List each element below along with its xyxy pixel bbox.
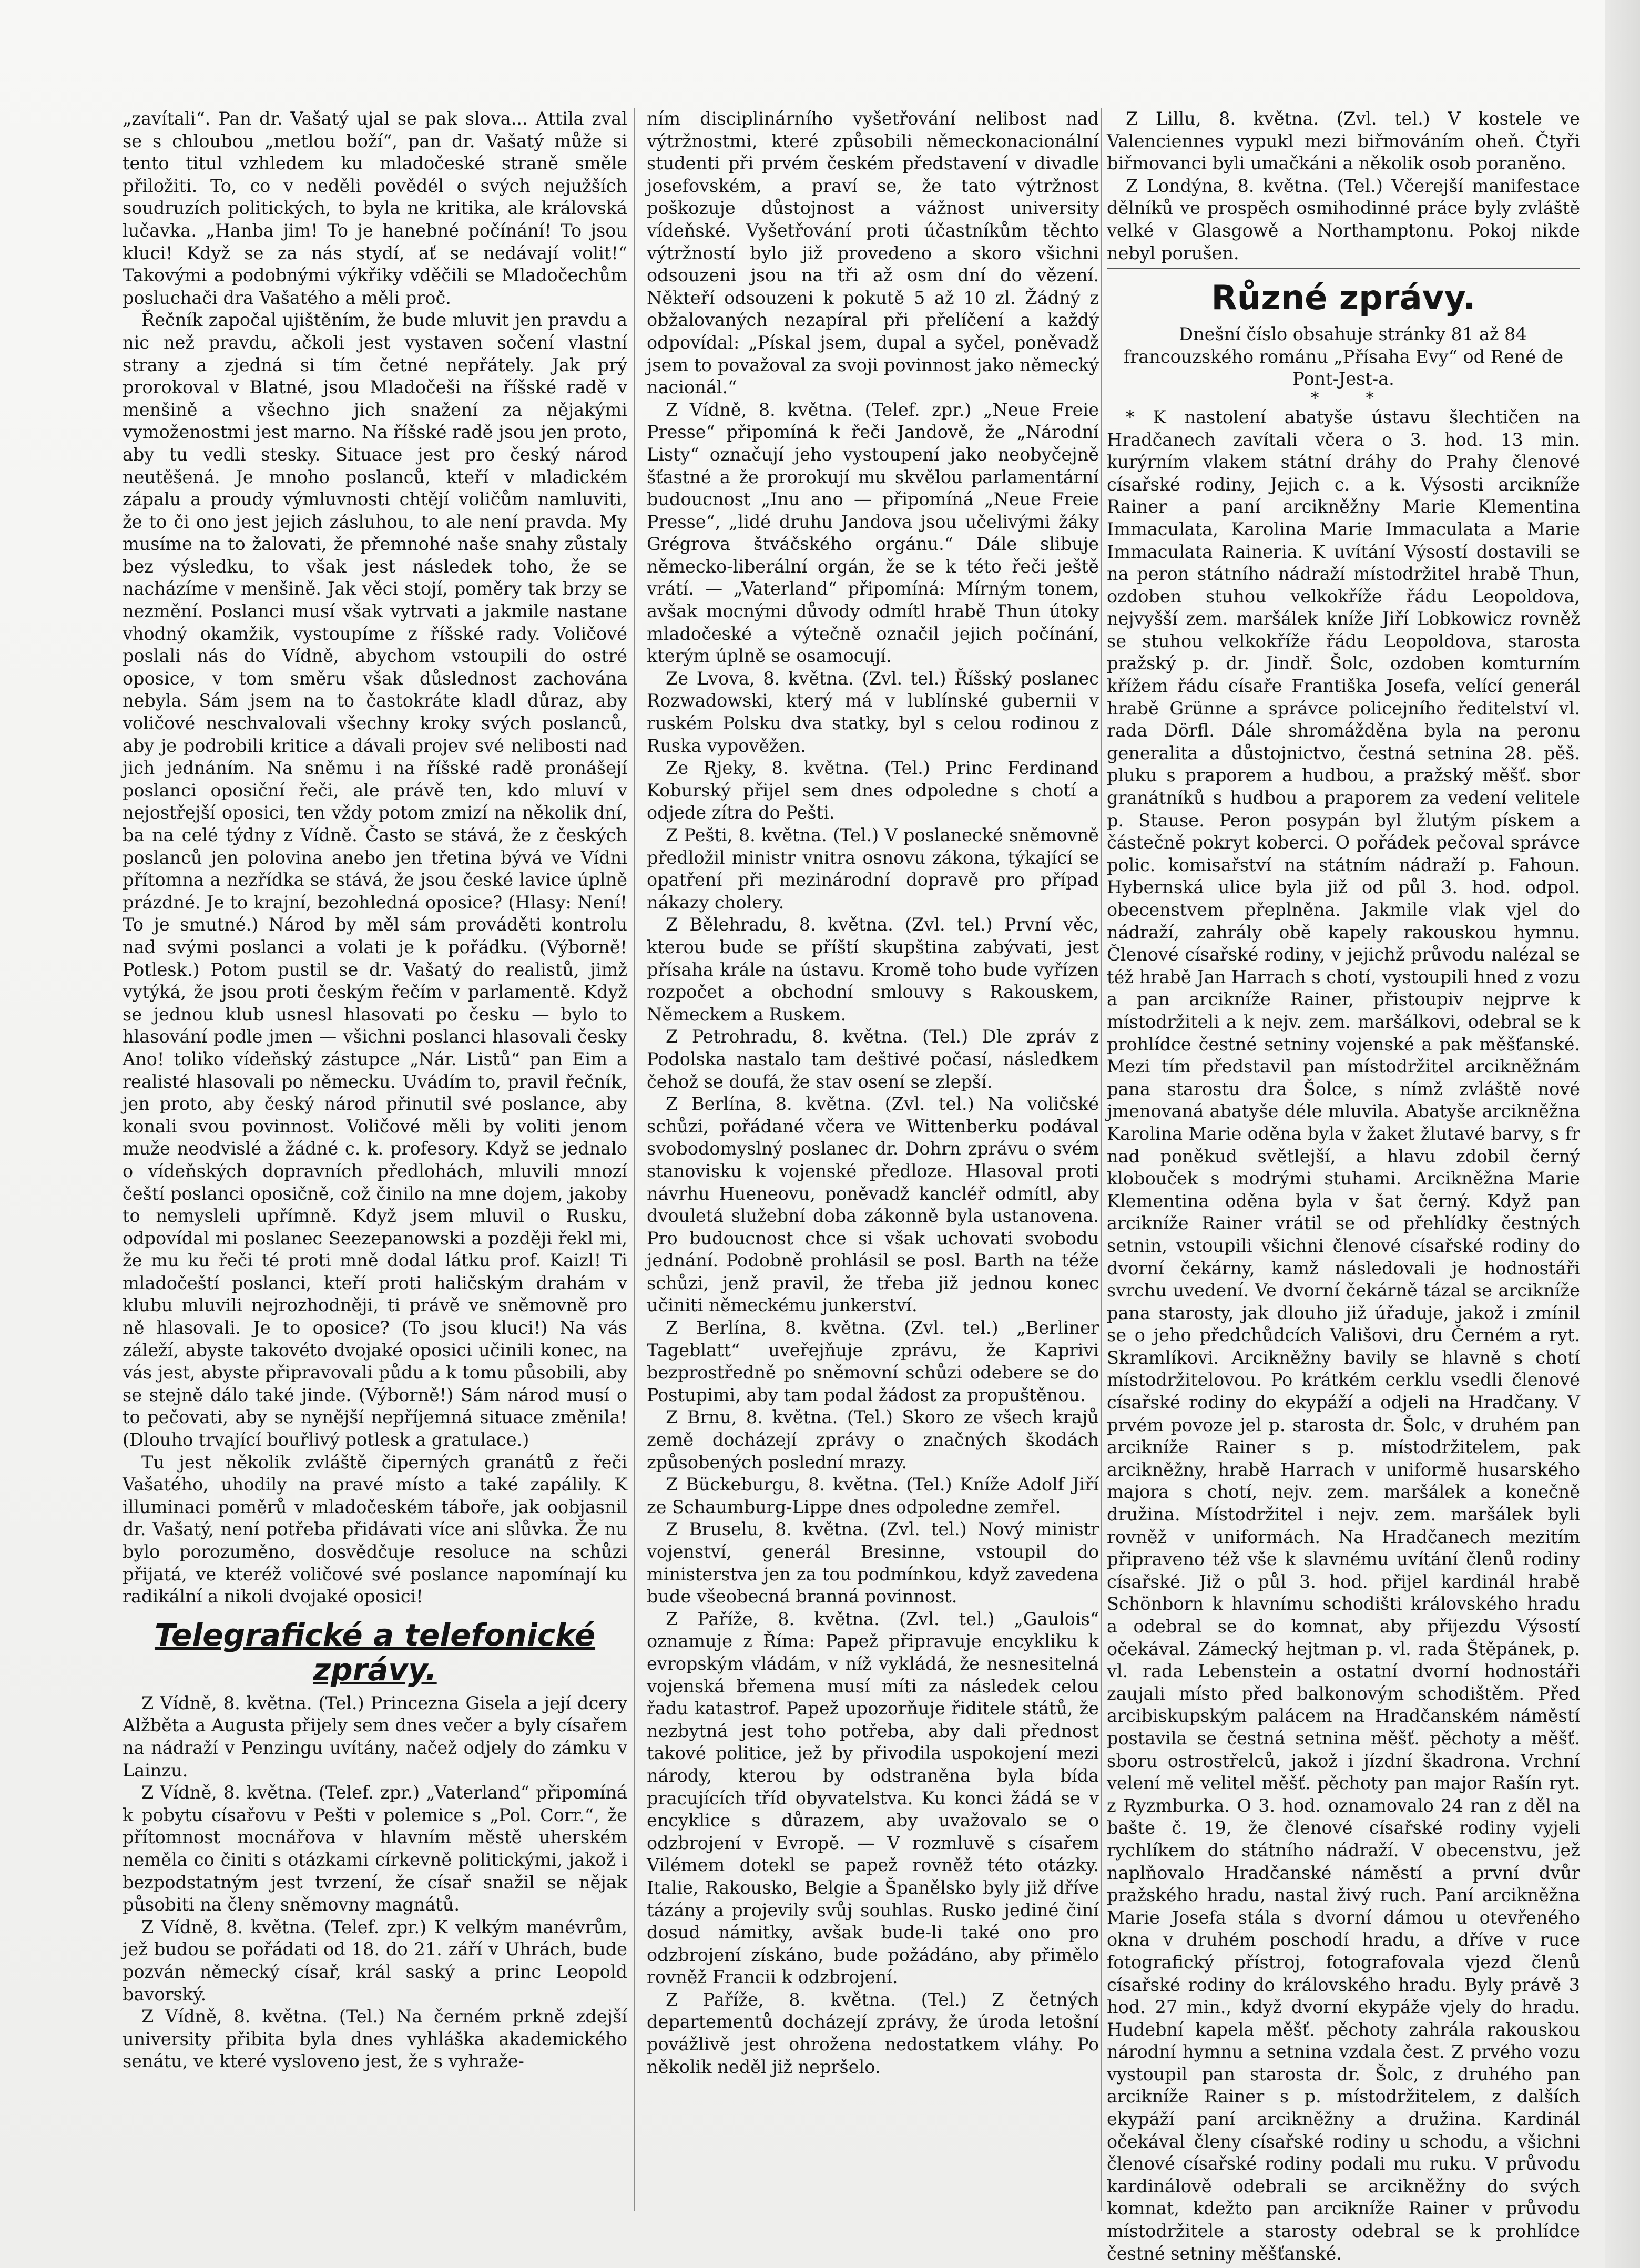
news-item: Z Petrohradu, 8. května. (Tel.) Dle zpráv z Podolska nastalo tam deštivé počasí, následkem čehož se doufá, že stav osení se zlepší. (647, 1026, 1099, 1092)
news-item: Z Pešti, 8. května. (Tel.) V poslanecké sněmovně předložil ministr vnitra osnovu zákona, týkající se opatření při mezinárodní dopravě pro případ nákazy cholery. (647, 825, 1099, 913)
column-1 (123, 108, 627, 2221)
column-rule-1 (634, 108, 635, 2211)
column-rule-2 (1101, 108, 1102, 2211)
column-3 (1107, 108, 1580, 2264)
news-item: Z Vídně, 8. května. (Telef. zpr.) K velkým manévrům, jež budou se pořádati od 18. do 21. září v Uhrách, bude pozván německý císař, král saský a princ Leopold bavorský. (123, 1916, 627, 2005)
news-item: ním disciplinárního vyšetřování nelibost nad výtržnostmi, které způsobili německonacionální studenti při prvém českém představení v divadle josefovském, a praví se, že tato výtržnost poškozuje důstojnost a vážnost university vídeňské. Vyšetřování proti účastníkům těchto výtržností bylo již provedeno a skoro všichni odsouzeni jsou na tři až osm dní do vězení. Někteří odsouzeni k pokutě 5 až 10 zl. Žádný z obžalovaných nezapíral při přelíčení a každý odpovídal: „Pískal jsem, dupal a syčel, poněvadž jsem to považoval za svoji povinnost jako německý nacionál.“ (647, 108, 1099, 398)
section-heading-misc: Různé zprávy. (1211, 279, 1476, 318)
asterism: * * (1311, 389, 1395, 407)
news-item: Z Bückeburgu, 8. května. (Tel.) Kníže Adolf Jiří ze Schaumburg-Lippe dnes odpoledne zemřel. (647, 1474, 1099, 1517)
news-item: Z Lillu, 8. května. (Zvl. tel.) V kostele ve Valenciennes vypukl mezi biřmováním oheň. Čtyři biřmovanci byli umačkáni a několik osob poraněno. (1107, 108, 1580, 174)
article-text: Tu jest několik zvláště čiperných granátů z řeči Vašatého, uhodily na pravé místo a také zapálily. K illuminaci poměrů v mladočeském táboře, jak oobjasnil dr. Vašatý, není potřeba přidávati více ani slůvka. Že nu bylo porozuměno, dosvědčuje resoluce na schůzi přijatá, ve kteréž voličové své poslance napomínají ku radikální a nikoli dvojaké oposici! (123, 1452, 627, 1607)
column-2 (647, 108, 1099, 2221)
news-item: Z Bělehradu, 8. května. (Zvl. tel.) První věc, kterou bude se příští skupština zabývati, jest přísaha krále na ústavu. Kromě toho bude vyřízen rozpočet a obchodní smlouvy s Rakouskem, Německem a Ruskem. (647, 914, 1099, 1025)
news-item: Z Bruselu, 8. května. (Zvl. tel.) Nový ministr vojenství, generál Bresinne, vstoupil do ministerstva jen za tou podmínkou, když zavedena bude všeobecná branná povinnost. (647, 1519, 1099, 1607)
news-item: Z Vídně, 8. května. (Telef. zpr.) „Neue Freie Presse“ připomíná k řeči Jandově, že „Národní Listy“ označují jeho vystoupení jako neobyčejně šťastné a že prorokují mu skvělou parlamentární budoucnost „Inu ano — připomíná „Neue Freie Presse“, „lidé druhu Jandova jsou učelivými žáky Grégrova štváčského orgánu.“ Dále slibuje německo-liberální orgán, že se k této řeči ještě vrátí. — „Vaterland“ připomíná: Mírným tonem, avšak mocnými důvody odmítl hrabě Thun útoky mladočeské a výtečně označil jejich počínání, kterým úplně se osamocují. (647, 399, 1099, 667)
news-item: Z Berlína, 8. května. (Zvl. tel.) „Berliner Tageblatt“ uveřejňuje zprávu, že Kaprivi bezprostředně po sněmovní schůzi odebere se do Postupimi, aby tam podal žádost za propuštěnou. (647, 1317, 1099, 1405)
supplement-note: Dnešní číslo obsahuje stránky 81 až 84 francouzského románu „Přísaha Evy“ od René de Pont-Jest-a. (1123, 324, 1564, 390)
news-item: Ze Rjeky, 8. května. (Tel.) Princ Ferdinand Koburský přijel sem dnes odpoledne s chotí a odjede zítra do Pešti. (647, 758, 1099, 823)
news-item: Ze Lvova, 8. května. (Zvl. tel.) Říšský poslanec Rozwadowski, který má v lublínské gubernii v ruském Polsku dva statky, byl s celou rodinou z Ruska vypověžen. (647, 668, 1099, 756)
separator-line (1107, 268, 1580, 269)
news-item: Z Vídně, 8. května. (Telef. zpr.) „Vaterland“ připomíná k pobytu císařovu v Pešti v polemice s „Pol. Corr.“, že přítomnost mocnářova v hlavním městě uherském neměla co činiti s otázkami církevně politickými, jakož i bezpodstatným jest tvrzení, že císař snažil se nějak působiti na členy sněmovny magnátů. (123, 1782, 627, 1915)
news-item: Z Paříže, 8. května. (Tel.) Z četných departementů docházejí zprávy, že úroda letošní povážlivě jest ohrožena nedostatkem vláhy. Po několik neděl již nepršelo. (647, 1989, 1099, 2077)
news-item: Z Brnu, 8. května. (Tel.) Skoro ze všech krajů země docházejí zprávy o značných škodách způsobených poslední mrazy. (647, 1407, 1099, 1473)
news-item: Z Vídně, 8. května. (Tel.) Na černém prkně zdejší university přibita byla dnes vyhláška akademického senátu, ve které vysloveno jest, že s vyhraže- (123, 2006, 627, 2072)
news-item: Z Berlína, 8. května. (Zvl. tel.) Na voličské schůzi, pořádané včera ve Wittenberku podával svobodomyslný poslanec dr. Dohrn zprávu o svém stanovisku k vojenské předloze. Hlasoval proti návrhu Hueneovu, poněvadž kancléř odmítl, aby dvouletá služební doba zákonně byla ustanovena. Pro budoucnost chce si však uchovati svobodu jednání. Podobně prohlásil se posl. Barth na téže schůzi, jenž pravil, že třeba již jednou konec učiniti německému junkerství. (647, 1094, 1099, 1316)
article-text: „zavítali“. Pan dr. Vašatý ujal se pak slova... Attila zval se s chloubou „metlou boží“, pan dr. Vašatý může si tento titul vzhledem ku mladočeské straně směle přiložiti. To, co v neděli povědél o svých nejužších soudruzích politických, to byla ne kritika, ale královská lučavka. „Hanba jim! To je hanebné počínání! To jsou kluci! Když se za nás stydí, ať se nedávají volit!“ Takovými a podobnými výkřiky vděčili se Mladočechům posluchači dra Vašatého a měli proč. (123, 108, 627, 308)
news-item: Z Londýna, 8. května. (Tel.) Včerejší manifestace dělníků ve prospěch osmihodinné práce byly zvláště velké v Glasgowě a Northamptonu. Pokoj nikde nebyl porušen. (1107, 175, 1580, 263)
news-item: Z Paříže, 8. května. (Zvl. tel.) „Gaulois“ oznamuje z Říma: Papež připravuje encykliku k evropským vládám, v níž vykládá, že nesnesitelná vojenská břemena musí míti za následek celou řadu katastrof. Papež upozorňuje řiditele států, že nezbytná jest toho potřeba, aby dali přednost takové politice, jež by přivodila uspokojení mezi národy, kterou by odstraněna byla bída pracujících tříd obyvatelstva. Ku konci žádá se v encyklice s důrazem, aby uvažovalo se o odzbrojení v Evropě. — V rozmluvě s císařem Vilémem dotekl se papež rovněž této otázky. Italie, Rakousko, Belgie a Španělsko byly již dříve tázány a projevily svůj souhlas. Rusko jediné činí dosud námitky, avšak bude-li také ono pro odzbrojení získáno, bude požádáno, aby přimělo rovněž Francii k odzbrojení. (647, 1608, 1099, 1988)
page-edge (1605, 0, 1640, 2268)
section-heading-telegraph: Telegrafické a telefonické zprávy. (154, 1617, 596, 1688)
news-item: Z Vídně, 8. května. (Tel.) Princezna Gisela a její dcery Alžběta a Augusta přijely sem dnes večer a byly císařem na nádraží v Penzingu uvítány, načež odjely do zámku v Lainzu. (123, 1692, 627, 1781)
article-text: Řečník započal ujištěním, že bude mluvit jen pravdu a nic než pravdu, ačkoli jest vystaven sočení vlastní strany a zjedná si tím četné nepřátely. Jak prý prorokoval v Blatné, jsou Mladočeši na říšské radě v menšině a všechno jich snažení za nějakými vymoženostmi jest marno. Na říšské radě jsou jen proto, aby tu vedli stesky. Situace jest pro český národ neutěšená. Je mnoho poslanců, kteří v mladickém zápalu a proudy výmluvnosti chtějí voličům namluviti, že to či ono jest jejich zásluhou, to ale není pravda. My musíme na to žalovati, že přemnohé naše snahy zůstaly bez výsledku, to však jest následek toho, že se nacházíme v menšině. Jak věci stojí, poměry tak brzy se nezmění. Poslanci musí však vytrvati a jakmile nastane vhodný okamžik, vystoupíme z říšské rady. Voličové poslali nás do Vídně, abychom vstoupili do ostré oposice, v tom směru však důslednost zachována nebyla. Sám jsem na to častokráte kladl důraz, aby voličové neschvalovali všechny kroky svých poslanců, aby je podrobili kritice a dávali projev své nelibosti nad jich jednáním. Na sněmu i na říšské radě pronášejí poslanci oposiční řeči, ale právě ten, kdo mluví v nejostřejší oposici, ten vždy potom zmizí na několik dní, ba na celé týdny z Vídně. Často se stává, že z českých poslanců jen polovina anebo jen třetina bývá ve Vídni přítomna a nezřídka se stává, že jsou české lavice úplně prázdné. Je to krajní, bezohledná oposice? (Hlasy: Není! To je smutné.) Národ by měl sám prováděti kontrolu nad svými poslanci a volati je k pořádku. (Výborně! Potlesk.) Potom pustil se dr. Vašatý do realistů, jimž vytýká, že jsou proti českým řečím v parlamentě. Když se jednou klub usnesl hlasovati po česku — bylo to hlasování podle jmen — všichni poslanci hlasovali česky Ano! toliko vídeňský zástupce „Nár. Listů“ pan Eim a realisté hlasovali po německu. Uvádím to, pravil řečník, jen proto, aby český národ přinutil své poslance, aby konali svou povinnost. Voličové měli by voliti jenom muže neodvislé a žádné c. k. profesory. Když se jednalo o vídeňských dopravních předlohách, mluvili mnozí čeští poslanci oposičně, což činilo na mne dojem, jakoby to nemysleli upřímně. Když jsem mluvil o Rusku, odpovídal mi poslanec Seezepanowski a později řekl mi, že mu ku řeči té proti mně dodal látku prof. Kaizl! Ti mladočeští poslanci, kteří proti haličským drahám v klubu mluvili nejrozhodněji, ti právě ve sněmovně pro ně hlasovali. Je to oposice? (To jsou kluci!) Na vás záleží, abyste takovéto dvojaké oposici učinili konec, na vás jest, abyste připravovali půdu a k tomu působili, aby se stejně dálo také jinde. (Výborně!) Sám národ musí o to pečovati, aby se nynější nepříjemná situace změnila! (Dlouho trvající bouřlivý potlesk a gratulace.) (123, 310, 627, 1450)
article-text: * K nastolení abatyše ústavu šlechtičen na Hradčanech zavítali včera o 3. hod. 13 min. kurýrním vlakem státní dráhy do Prahy členové císařské rodiny, Jejich c. a k. Výsosti arcikníže Rainer a paní arcikněžny Marie Klementina Immaculata, Karolina Marie Immaculata a Marie Immaculata Raineria. K uvítání Výsostí dostavili se na peron státního nádraží místodržitel hrabě Thun, ozdoben stuhou velkokříže řádu Leopoldova, nejvyšší zem. maršálek kníže Jiří Lobkowicz rovněž se stuhou velkokříže řádu Leopoldova, starosta pražský p. dr. Jindř. Šolc, ozdoben komturním křížem řádu císaře Františka Josefa, velící generál hrabě Grünne a správce policejního ředitelství vl. rada Dörfl. Dále shromážděna byla na peronu generalita a důstojnictvo, čestná setnina 28. pěš. pluku s praporem a hudbou, a pražský měšť. sbor granátníků s hudbou a praporem za vedení velitele p. Stause. Peron posypán byl žlutým pískem a částečně pokryt koberci. O pořádek pečoval správce polic. komisařství na státním nádraží p. Fahoun. Hybernská ulice byla již od půl 3. hod. odpol. obecenstvem přeplněna. Jakmile vlak vjel do nádraží, zahrály obě kapely rakouskou hymnu. Členové císařské rodiny, v jejichž průvodu nalézal se též hrabě Jan Harrach s chotí, vystoupili hned z vozu a pan arcikníže Rainer, přistoupiv nejprve k místodržiteli a k nejv. zem. maršálkovi, odebral se k prohlídce čestné setniny vojenské a pak měšťanské. Mezi tím představil pan místodržitel arcikněžnám pana starostu dra Šolce, s nímž zvláště nové jmenovaná abatyše déle mluvila. Abatyše arcikněžna Karolina Marie oděna byla v žaket žlutavé barvy, s fr nad poněkud světlejší, a hlavu zdobil černý klobouček s modrými stuhami. Arcikněžna Marie Klementina oděna byla v šat černý. Když pan arcikníže Rainer vrátil se od přehlídky čestných setnin, vstoupili všichni členové císařské rodiny do dvorní čekárny, kamž následovali je hodnostáři svrchu uvedení. Ve dvorní čekárně tázal se arcikníže pana starosty, jak dlouho již úřaduje, jakož i zmínil se o jeho předchůdcích Vališovi, dru Černém a ryt. Skramlíkovi. Arcikněžny bavily se hlavně s chotí místodržitelovou. Po krátkém cerklu vsedli členové císařské rodiny do ekypáží a odjeli na Hradčany. V prvém povoze jel p. starosta dr. Šolc, v druhém pan arcikníže Rainer s p. místodržitelem, pak arcikněžny, hrabě Harrach v uniformě husarského majora s chotí, nejv. zem. maršálek a konečně družina. Místodržitel i nejv. zem. maršálek byli rovněž v uniformách. Na Hradčanech mezitím připraveno též vše k slavnému uvítání členů rodiny císařské. Již o půl 3. hod. přijel kardinál hrabě Schönborn k hlavnímu schodišti královského hradu a odebral se do komnat, aby přijezdu Výsostí očekával. Zámecký hejtman p. vl. rada Štěpánek, p. vl. rada Lebenstein a ostatní dvorní hodnostáři zaujali místo před balkonovým schodištěm. Před arcibiskupským palácem na Hradčanském náměstí postavila se čestná setnina měšť. pěchoty a měšť. sboru ostrostřelců, jakož i jízdní škadrona. Vrchní velení mě velitel měšť. pěchoty pan major Rašín ryt. z Ryzmburka. O 3. hod. oznamovalo 24 ran z děl na bašte č. 19, že členové císařské rodiny vyjeli rychlíkem do státního nádraží. V obecenstvu, jež naplňovalo Hradčanské náměstí a první dvůr pražského hradu, nastal živý ruch. Paní arcikněžna Marie Josefa stála s dvorní dámou u otevřeného okna v druhém poschodí hradu, a dříve v ruce fotografický přístroj, fotografovala vjezd členů císařské rodiny do královského hradu. Byly právě 3 hod. 27 min., když dvorní ekypáže vjely do hradu. Hudební kapela měšť. pěchoty zahrála rakouskou národní hymnu a setnina vzdala čest. Z prvého vozu vystoupil pan starosta dr. Šolc, z druhého pan arcikníže Rainer s p. místodržitelem, z dalších ekypáží paní arcikněžny a družina. Kardinál očekával členy císařské rodiny u schodu, a všichni členové císařské rodiny podali mu ruku. V průvodu kardinálově odebrali se arcikněžny do svých komnat, kdežto pan arcikníže Rainer v průvodu místodržitele a starosty odebral se k prohlídce čestné setniny měšťanské. (1107, 406, 1580, 2264)
